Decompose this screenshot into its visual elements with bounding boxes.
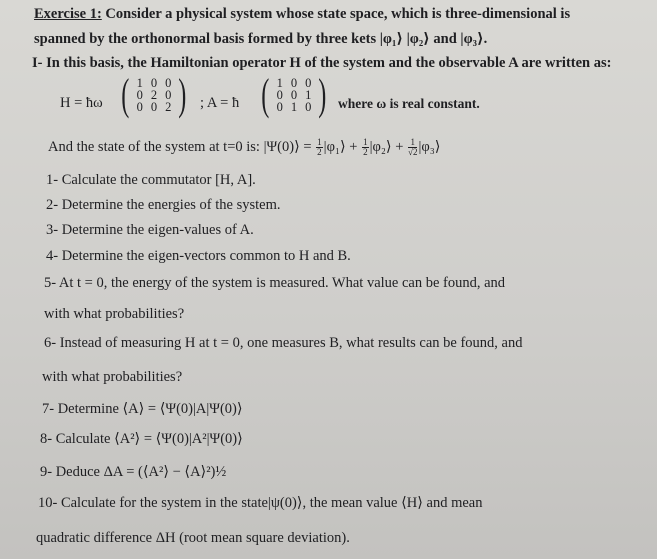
intro-line-1: Consider a physical system whose state space, which is three-dimensional is [105,6,571,22]
left-paren: ( [121,70,130,119]
question-8: 8- Calculate ⟨A²⟩ = ⟨Ψ(0)|A²|Ψ(0)⟩ [40,431,243,447]
question-6-cont: with what probabilities? [42,369,183,385]
right-paren: ) [178,70,187,119]
exercise-header [34,6,570,23]
fraction: $\frac{1}{2}$ [317,137,322,157]
a-matrix: ( 1 0 0 0 0 1 0 1 0 ) [261,70,327,119]
h-prefix: H = ħω [60,95,103,111]
a-prefix: ; A = ħ [200,95,240,111]
question-7: 7- Determine ⟨A⟩ = ⟨Ψ(0)|A|Ψ(0)⟩ [42,401,243,417]
ket-phi3: |φ₃⟩ [418,138,441,155]
question-9: 9- Deduce ΔA = (⟨A²⟩ − ⟨A⟩²)½ [40,464,227,480]
question-5: 5- At t = 0, the energy of the system is measured. What value can be found, and [44,275,506,291]
question-10-cont: quadratic difference ΔH (root mean square deviation). [36,530,350,546]
question-4: 4- Determine the eigen-vectors common to H and B. [46,248,351,264]
right-paren: ) [318,70,327,119]
question-6: 6- Instead of measuring H at t = 0, one measures B, what results can be found, and [44,335,523,351]
fraction: $\frac{1}{2}$ [363,137,368,157]
question-10: 10- Calculate for the system in the state|ψ(0)⟩, the mean value ⟨H⟩ and mean [38,495,483,511]
where-note: where ω is real constant. [338,96,480,111]
ket-phi2: |φ₂⟩ + [369,138,404,155]
state-prefix: And the state of the system at t=0 is: |Ψ(0)⟩ = [48,138,312,155]
question-5-cont: with what probabilities? [44,306,185,322]
intro-line-2: spanned by the orthonormal basis formed by three kets |φ₁⟩ |φ₂⟩ and |φ₃⟩. [34,31,488,47]
question-1: 1- Calculate the commutator [H, A]. [46,172,256,188]
question-3: 3- Determine the eigen-values of A. [46,222,254,238]
fraction: $\frac{1}{√2}$ [408,137,418,157]
ket-phi1: |φ₁⟩ + [323,138,358,155]
exercise-title: Exercise 1: [34,6,102,22]
left-paren: ( [261,70,270,119]
question-2: 2- Determine the energies of the system. [46,197,281,213]
state-line [48,138,440,157]
intro-line-3: I- In this basis, the Hamiltonian operator H of the system and the observable A are written as: [32,55,612,71]
h-matrix: ( 1 0 0 0 2 0 0 0 2 ) [121,70,187,119]
